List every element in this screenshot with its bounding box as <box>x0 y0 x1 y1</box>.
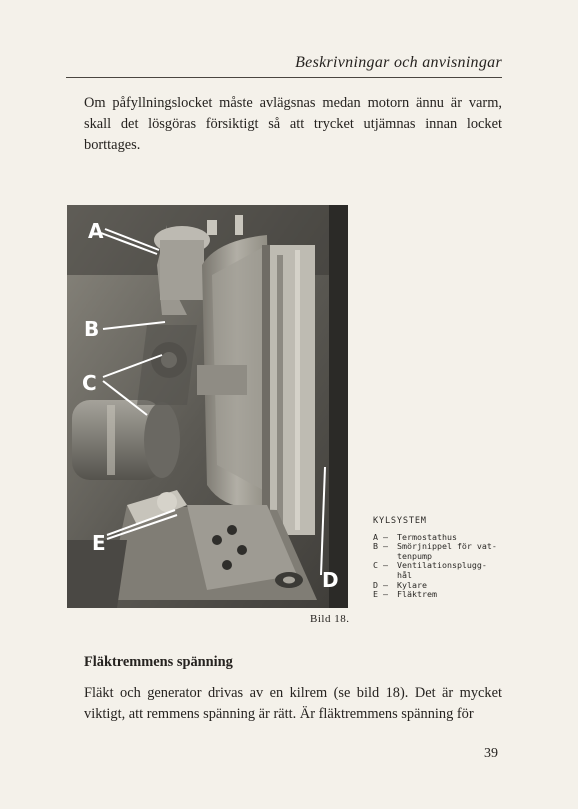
legend-title: KYLSYSTEM <box>373 516 427 526</box>
legend-dash: — <box>383 560 388 571</box>
legend-dash: — <box>383 541 388 552</box>
legend-desc: Kylare <box>397 579 427 590</box>
legend-key: D <box>373 579 378 590</box>
legend-dash: — <box>383 531 388 542</box>
intro-paragraph: Om påfyllningslocket måste avlägsnas medan motorn ännu är varm, skall det lösgöras försiktigt så att trycket utjämnas innan locket borttages. <box>84 95 502 153</box>
legend-key: C <box>373 560 378 571</box>
engine-photo-illustration <box>67 205 348 608</box>
figure-legend <box>373 517 513 600</box>
legend-item-d <box>373 581 513 591</box>
legend-desc <box>397 561 487 580</box>
legend-desc-line: hål <box>397 569 412 580</box>
engine-photo <box>67 205 348 608</box>
callout-a: A <box>88 219 104 243</box>
callout-b: B <box>84 317 100 341</box>
legend-key: A <box>373 531 378 542</box>
legend-desc-line: Smörjnippel för vat- <box>397 541 497 552</box>
legend-desc-line: tenpump <box>397 550 432 561</box>
section-body: Fläkt och generator drivas av en kilrem (se bild 18). Det är mycket viktigt, att remmens spänning är rätt. Är fläktremmens spänning för <box>84 685 502 722</box>
legend-desc: Fläktrem <box>397 589 437 600</box>
legend-dash: — <box>383 589 388 600</box>
legend-dash: — <box>383 579 388 590</box>
section-heading: Fläktremmens spänning <box>84 654 233 670</box>
page-number: 39 <box>484 746 498 761</box>
legend-desc-line: Ventilationsplugg- <box>397 560 487 571</box>
legend-desc: Termostathus <box>397 531 457 542</box>
figure-caption: Bild 18. <box>310 613 350 625</box>
callout-e: E <box>92 531 106 555</box>
callout-d: D <box>322 568 339 592</box>
legend-key: E <box>373 589 378 600</box>
legend-item-c <box>373 561 513 580</box>
header-rule <box>66 77 502 78</box>
legend-item-e <box>373 590 513 600</box>
running-header: Beskrivningar och anvisningar <box>295 54 502 71</box>
legend-item-b <box>373 542 513 561</box>
callout-c: C <box>82 371 97 395</box>
legend-key: B <box>373 541 378 552</box>
legend-desc <box>397 542 497 561</box>
